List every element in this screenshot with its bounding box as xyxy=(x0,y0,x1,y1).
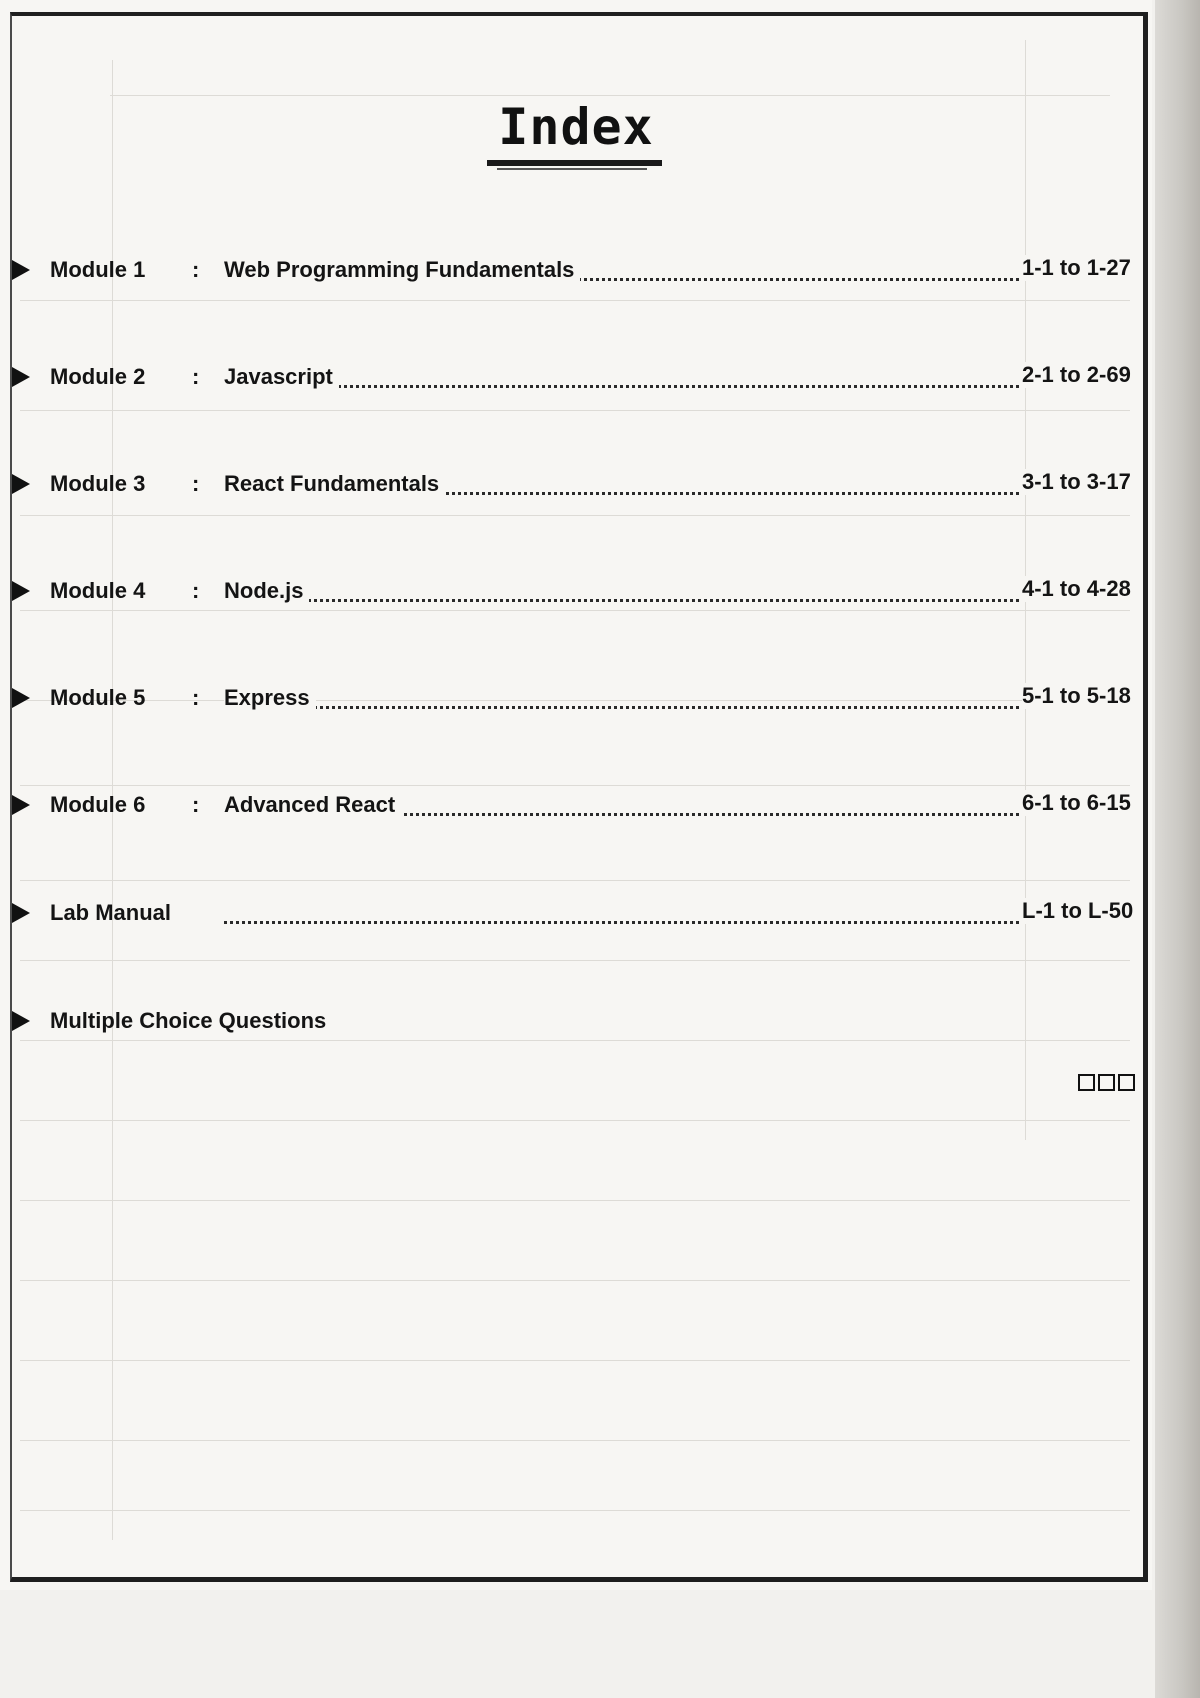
entry-page-range: 4-1 to 4-28 xyxy=(1022,576,1131,601)
index-entry-module-3 xyxy=(0,471,1152,505)
entry-topic: Web Programming Fundamentals xyxy=(224,257,580,283)
index-entry-module-6 xyxy=(0,792,1152,826)
index-entry-module-1 xyxy=(0,257,1152,291)
entry-label: Module 6 xyxy=(50,792,146,817)
entry-separator: : xyxy=(192,685,200,710)
entry-topic: Javascript xyxy=(224,364,339,390)
dot-leader xyxy=(224,385,1019,388)
triangle-bullet-icon xyxy=(12,260,30,280)
triangle-bullet-icon xyxy=(12,367,30,387)
triangle-bullet-icon xyxy=(12,688,30,708)
entry-topic: Express xyxy=(224,685,316,711)
triangle-bullet-icon xyxy=(12,1011,30,1031)
dot-leader xyxy=(224,921,1019,924)
entry-separator: : xyxy=(192,792,200,817)
entry-label: Module 4 xyxy=(50,578,146,603)
entry-label: Multiple Choice Questions xyxy=(50,1008,327,1033)
page-edge-shadow xyxy=(1155,0,1200,1698)
entry-topic: React Fundamentals xyxy=(224,471,445,497)
index-entry-mcq xyxy=(0,1008,1152,1042)
box-icon xyxy=(1098,1074,1115,1091)
entry-label: Module 2 xyxy=(50,364,146,389)
entry-page-range: 2-1 to 2-69 xyxy=(1022,362,1131,387)
entry-page-range: 5-1 to 5-18 xyxy=(1022,683,1131,708)
entry-separator: : xyxy=(192,364,200,389)
title-underline xyxy=(497,168,647,170)
index-entry-module-4 xyxy=(0,578,1152,612)
index-entry-module-5 xyxy=(0,685,1152,719)
triangle-bullet-icon xyxy=(12,474,30,494)
entry-page-range: 6-1 to 6-15 xyxy=(1022,790,1131,815)
entry-separator: : xyxy=(192,578,200,603)
triangle-bullet-icon xyxy=(12,795,30,815)
page-title: Index xyxy=(498,98,654,156)
index-entry-module-2 xyxy=(0,364,1152,398)
entry-separator: : xyxy=(192,257,200,282)
title-underline xyxy=(487,160,662,166)
entry-label: Module 3 xyxy=(50,471,146,496)
entry-separator: : xyxy=(192,471,200,496)
triangle-bullet-icon xyxy=(12,581,30,601)
entry-label: Lab Manual xyxy=(50,900,172,925)
dot-leader xyxy=(224,599,1019,602)
entry-topic: Advanced React xyxy=(224,792,401,818)
entry-page-range: 1-1 to 1-27 xyxy=(1022,255,1131,280)
box-icon xyxy=(1078,1074,1095,1091)
entry-topic: Node.js xyxy=(224,578,309,604)
dot-leader xyxy=(224,706,1019,709)
entry-page-range: L-1 to L-50 xyxy=(1022,898,1134,923)
end-of-section-mark xyxy=(1078,1074,1135,1091)
box-icon xyxy=(1118,1074,1135,1091)
entry-label: Module 5 xyxy=(50,685,146,710)
entry-page-range: 3-1 to 3-17 xyxy=(1022,469,1131,494)
triangle-bullet-icon xyxy=(12,903,30,923)
index-entry-lab-manual xyxy=(0,900,1152,934)
entry-label: Module 1 xyxy=(50,257,146,282)
